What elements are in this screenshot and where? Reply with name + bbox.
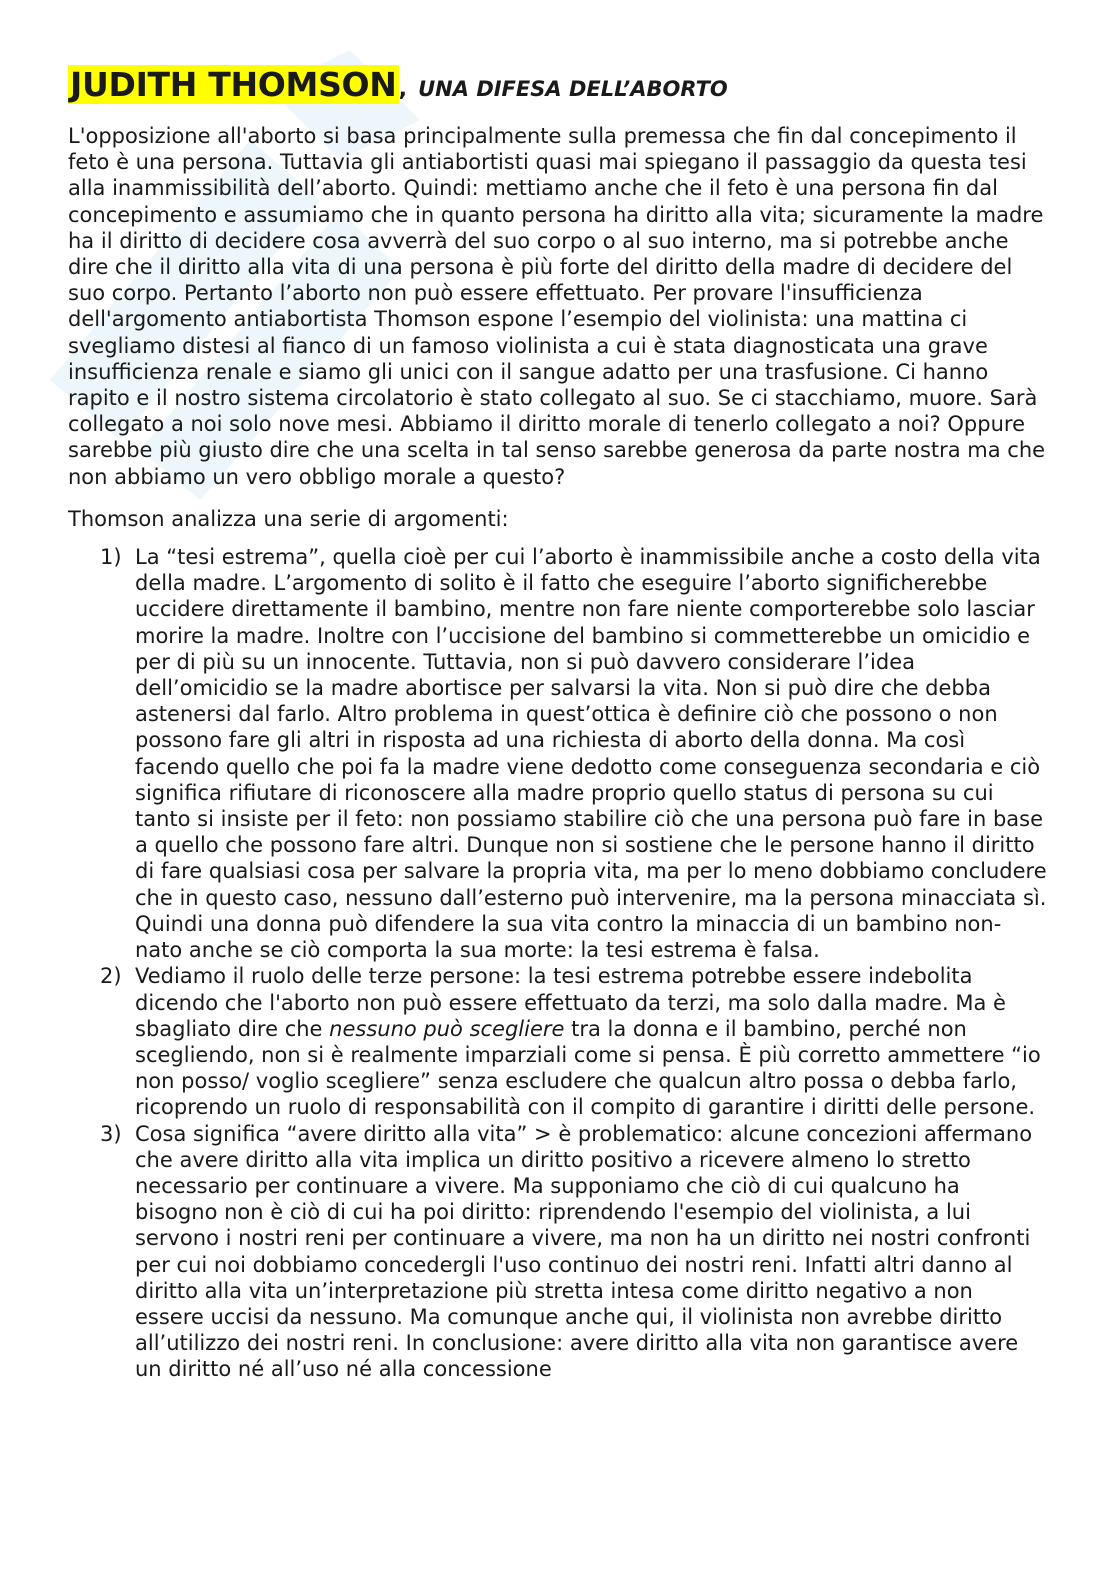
intro-paragraph: L'opposizione all'aborto si basa principalmente sulla premessa che fin dal concepimento il feto è una persona. Tuttavia gli antiabortisti quasi mai spiegano il passaggio da questa tesi alla inammissibilità dell’aborto. Quindi: mettiamo anche che il feto è una persona fin dal concepimento e assumiamo che in quanto persona ha diritto alla vita; sicuramente la madre ha il diritto di decidere cosa avverrà del suo corpo o al suo interno, ma si potrebbe anche dire che il diritto alla vita di una persona è più forte del diritto della madre di decidere del suo corpo. Pertanto l’aborto non può essere effettuato. Per provare l'insufficienza dell'argomento antiabortista Thomson espone l’esempio del violinista: una mattina ci svegliamo distesi al fianco di un famoso violinista a cui è stata diagnosticata una grave insufficienza renale e siamo gli unici con il sangue adatto per una trasfusione. Ci hanno rapito e il nostro sistema circolatorio è stato collegato al suo. Se ci stacchiamo, muore. Sarà collegato a noi solo nove mesi. Abbiamo il diritto morale di tenerlo collegato a noi? Oppure sarebbe più giusto dire che una scelta in tal senso sarebbe generosa da parte nostra ma che non abbiamo un vero obbligo morale a questo? <box>68 124 1046 489</box>
document-title <box>68 64 1048 111</box>
argument-item <box>68 1121 1048 1383</box>
argument-emphasis: nessuno può scegliere <box>329 1016 565 1041</box>
title-subtitle: UNA DIFESA DELL’ABORTO <box>418 77 728 101</box>
arguments-lead: Thomson analizza una serie di argomenti: <box>68 506 509 531</box>
argument-text: La “tesi estrema”, quella cioè per cui l’aborto è inammissibile anche a costo della vita della madre. L’argomento di solito è il fatto che eseguire l’aborto significherebbe uccidere direttamente il bambino, mentre non fare niente comporterebbe solo lasciar morire la madre. Inoltre con l’uccisione del bambino si commetterebbe un omicidio e per di più su un innocente. Tuttavia, non si può davvero considerare l’idea dell’omicidio se la madre abortisce per salvarsi la vita. Non si può dire che debba astenersi dal farlo. Altro problema in quest’ottica è definire ciò che possono o non possono fare gli altri in risposta ad una richiesta di aborto della donna. Ma così facendo quello che poi fa la madre viene dedotto come conseguenza secondaria e ciò significa rifiutare di riconoscere alla madre proprio quello status di persona su cui tanto si insiste per il feto: non possiamo stabilire ciò che una persona può fare in base a quello che possono fare altri. Dunque non si sostiene che le persone hanno il diritto di fare qualsiasi cosa per salvare la propria vita, ma per lo meno dobbiamo concludere che in questo caso, nessuno dall’esterno può intervenire, ma la persona minacciata sì. Quindi una donna può difendere la sua vita contro la minaccia di un bambino non-nato anche se ciò comporta la sua morte: la tesi estrema è falsa. <box>135 545 1047 963</box>
title-separator: , <box>398 77 407 102</box>
argument-item <box>68 544 1048 963</box>
argument-number: 3) <box>100 1121 122 1146</box>
argument-number: 2) <box>100 964 122 989</box>
argument-text: Cosa significa “avere diritto alla vita” > è problematico: alcune concezioni affermano che avere diritto alla vita implica un diritto positivo a ricevere almeno lo stretto necessario per continuare a vivere. Ma supponiamo che ciò di cui qualcuno ha bisogno non è ciò di cui ha poi diritto: riprendendo l'esempio del violinista, a lui servono i nostri reni per continuare a vivere, ma non ha un diritto nei nostri confronti per cui noi dobbiamo concedergli l'uso continuo dei nostri reni. Infatti altri danno al diritto alla vita un’interpretazione più stretta intesa come diritto negativo a non essere uccisi da nessuno. Ma comunque anche qui, il violinista non avrebbe diritto all’utilizzo dei nostri reni. In conclusione: avere diritto alla vita non garantisce avere un diritto né all’uso né alla concessione <box>135 1121 1033 1382</box>
arguments-list <box>68 544 1048 1383</box>
title-author: JUDITH THOMSON <box>70 65 397 104</box>
argument-text-after: tra la donna e il bambino, perché non scegliendo, non si è realmente imparziali come si pensa. È più corretto ammettere “io non posso/ voglio scegliere” senza escludere che qualcun altro possa o debba farlo, ricoprendo un ruolo di responsabilità con il compito di garantire i diritti delle persone. <box>135 1016 1041 1120</box>
document-page <box>68 64 1048 1383</box>
argument-item <box>68 963 1048 1120</box>
argument-number: 1) <box>100 545 122 570</box>
argument-text-before: Vediamo il ruolo delle terze persone: la tesi estrema potrebbe essere indebolita dicendo che l'aborto non può essere effettuato da terzi, ma solo dalla madre. Ma è sbagliato dire che <box>135 964 1006 1041</box>
